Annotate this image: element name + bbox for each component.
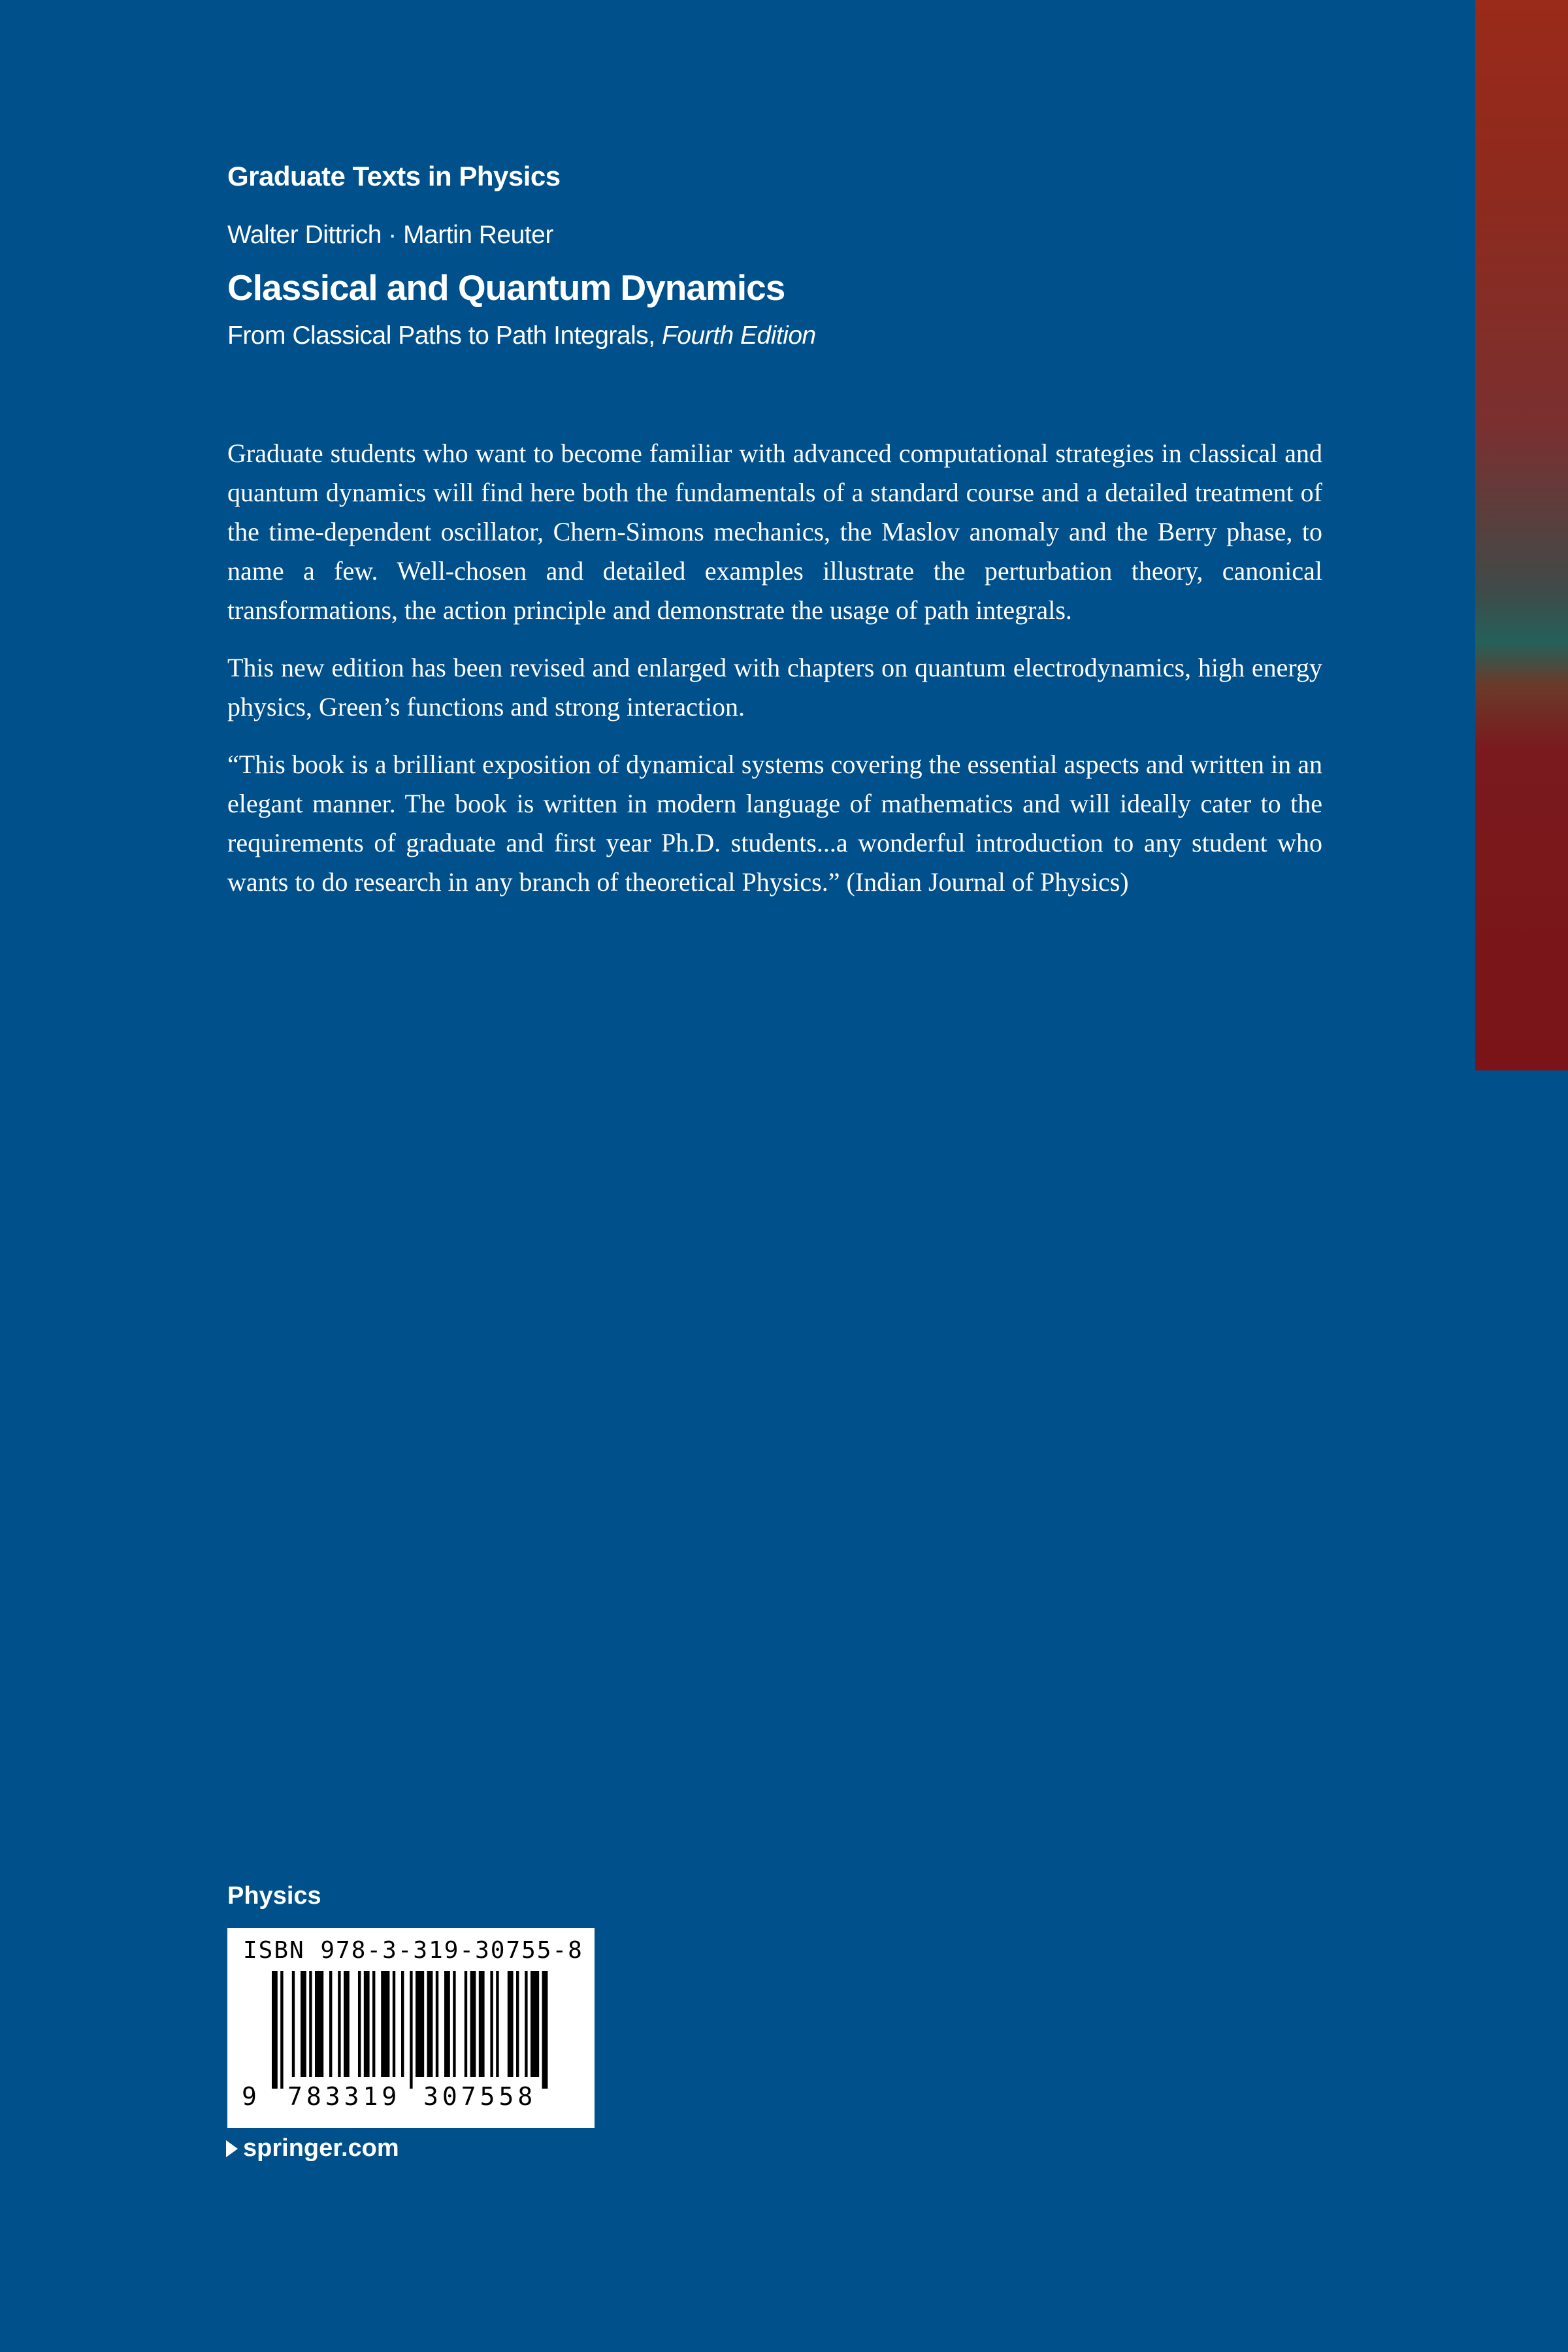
barcode-bar <box>427 1971 433 2077</box>
barcode-bar <box>542 1971 548 2089</box>
book-subtitle <box>227 322 816 350</box>
barcode-bar <box>344 1971 350 2077</box>
blurb-paragraph-3: “This book is a brilliant exposition of dynamical systems covering the essential aspects and written in an elegant manner. The book is written in modern language of mathematics and will ideally cater to the requirements of graduate and first year Ph.D. students...a wonderful introduction to any student who wants to do research in any branch of theoretical Physics.” (Indian Journal of Physics) <box>227 750 1322 897</box>
barcode-bar <box>301 1971 306 2077</box>
barcode-bar <box>496 1971 498 2077</box>
barcode-bar <box>393 1971 395 2077</box>
barcode-bar <box>338 1971 340 2077</box>
barcode-bar <box>531 1971 539 2077</box>
barcode-bar <box>444 1971 450 2077</box>
spine-strip-lower <box>1475 1070 1568 2352</box>
barcode-bar <box>381 1971 389 2077</box>
barcode-bar <box>272 1971 278 2089</box>
barcode-bar <box>525 1971 527 2077</box>
book-title: Classical and Quantum Dynamics <box>227 267 785 308</box>
spine-color-strip <box>1475 0 1568 1070</box>
barcode-bar <box>309 1971 312 2077</box>
blurb <box>227 434 1322 920</box>
barcode-bar <box>364 1971 370 2077</box>
barcode-bar <box>479 1971 485 2077</box>
barcode-bar <box>453 1971 455 2077</box>
subject-label: Physics <box>227 1882 321 1910</box>
barcode-box <box>227 1928 595 2128</box>
barcode-bar <box>465 1971 467 2077</box>
barcode-bar <box>490 1971 493 2077</box>
barcode-bar <box>410 1971 412 2089</box>
barcode-bar <box>508 1971 514 2077</box>
barcode-bar <box>372 1971 375 2077</box>
triangle-right-icon <box>226 2140 238 2157</box>
blurb-paragraph-1: Graduate students who want to become familiar with advanced computational strategies in classical and quantum dynamics will find here both the fundamentals of a standard course and a detailed treatment of the time-dependent oscillator, Chern-Simons mechanics, the Maslov anomaly and the Berry phase, to name a few. Well-chosen and detailed examples illustrate the perturbation theory, canonical transformations, the action principle and demonstrate the usage of path integrals. <box>227 439 1322 625</box>
subtitle-main: From Classical Paths to Path Integrals, <box>227 322 655 350</box>
barcode-bar <box>401 1971 404 2077</box>
authors: Walter Dittrich · Martin Reuter <box>227 221 553 249</box>
isbn-label: ISBN 978-3-319-30755-8 <box>243 1937 583 1964</box>
barcode-group-1: 783319 <box>287 2082 401 2111</box>
barcode-bar <box>280 1971 283 2089</box>
barcode-bar <box>358 1971 361 2077</box>
barcode-group-2: 307558 <box>423 2082 537 2111</box>
barcode-bar <box>329 1971 332 2077</box>
barcode-bar <box>416 1971 424 2077</box>
barcode-bar <box>436 1971 438 2077</box>
website-text[interactable]: springer.com <box>243 2134 399 2162</box>
barcode-icon <box>272 1971 553 2089</box>
blurb-paragraph-2: This new edition has been revised and enlarged with chapters on quantum electrodynamics, high energy physics, Green’s functions and strong interaction. <box>227 653 1322 721</box>
barcode-bar <box>516 1971 519 2077</box>
edition-label: Fourth Edition <box>661 322 816 350</box>
barcode-bar <box>470 1971 476 2077</box>
website-link[interactable] <box>226 2134 399 2162</box>
barcode-bar <box>315 1971 323 2077</box>
barcode-bar <box>292 1971 295 2077</box>
barcode-first-digit: 9 <box>242 2082 257 2111</box>
series-name: Graduate Texts in Physics <box>227 161 561 191</box>
